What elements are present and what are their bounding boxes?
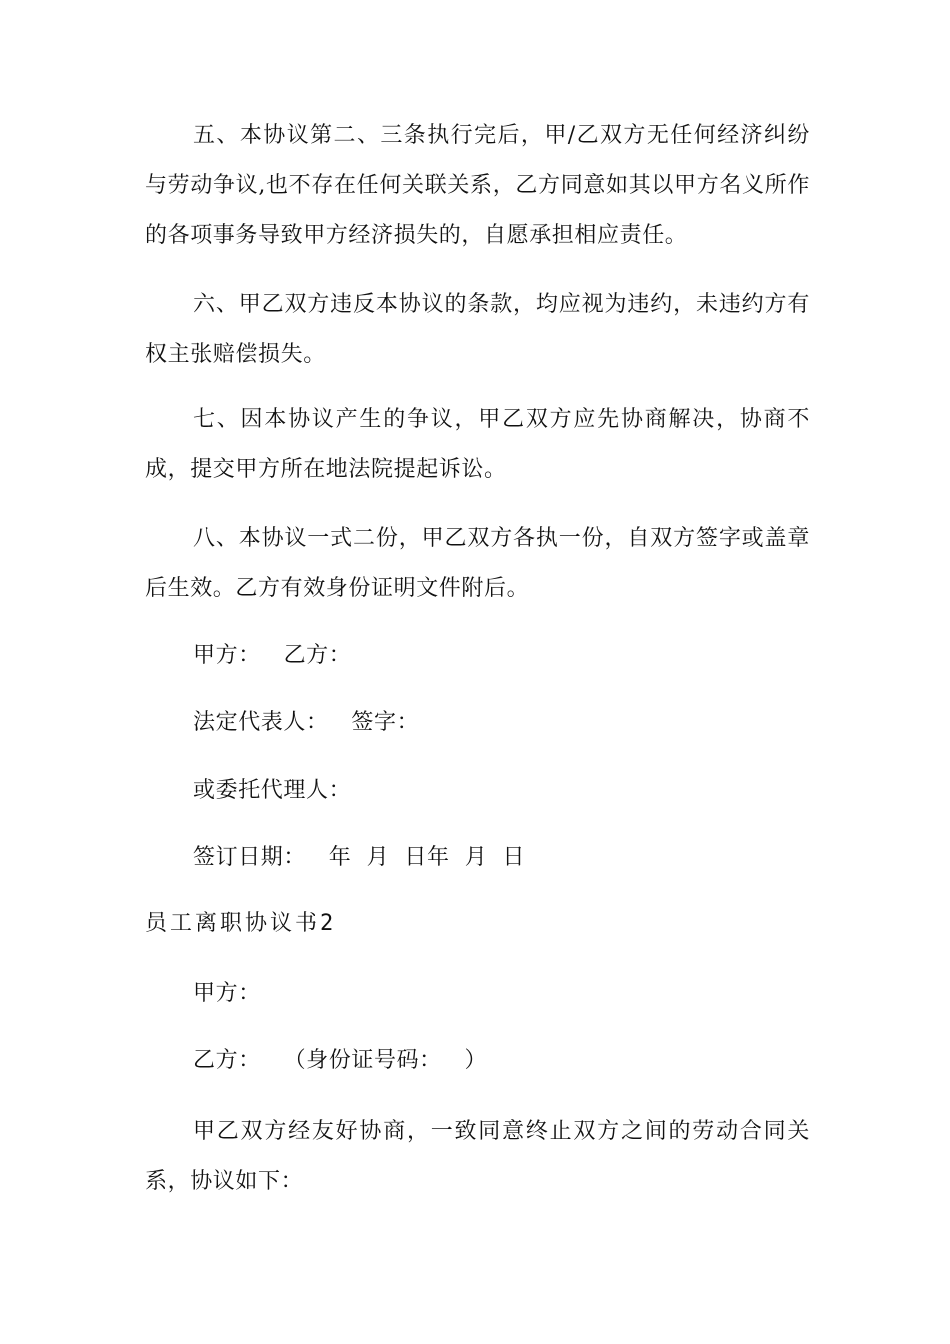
second-party-b: 乙方： （身份证号码： ）: [193, 1048, 488, 1073]
second-party-a: 甲方：: [193, 981, 261, 1006]
second-agreement-title: 员工离职协议书2: [145, 911, 337, 936]
signature-date: 签订日期： 年 月 日年 月 日: [193, 845, 526, 870]
second-agreement-intro: 甲乙双方经友好协商，一致同意终止双方之间的劳动合同关系，协议如下：: [145, 1119, 810, 1194]
signature-legal-rep: 法定代表人： 签字：: [193, 710, 420, 735]
clause-five: 五、本协议第二、三条执行完后，甲/乙双方无任何经济纠纷与劳动争议,也不存在任何关联关系，乙方同意如其以甲方名义所作的各项事务导致甲方经济损失的，自愿承担相应责任。: [145, 123, 810, 248]
signature-agent: 或委托代理人：: [193, 778, 352, 803]
clause-six: 六、甲乙双方违反本协议的条款，均应视为违约，未违约方有权主张赔偿损失。: [145, 292, 810, 367]
signature-parties: 甲方： 乙方：: [193, 643, 352, 668]
clause-eight: 八、本协议一式二份，甲乙双方各执一份，自双方签字或盖章后生效。乙方有效身份证明文件附后。: [145, 526, 810, 601]
clause-seven: 七、因本协议产生的争议，甲乙双方应先协商解决，协商不成，提交甲方所在地法院提起诉讼。: [145, 407, 810, 482]
